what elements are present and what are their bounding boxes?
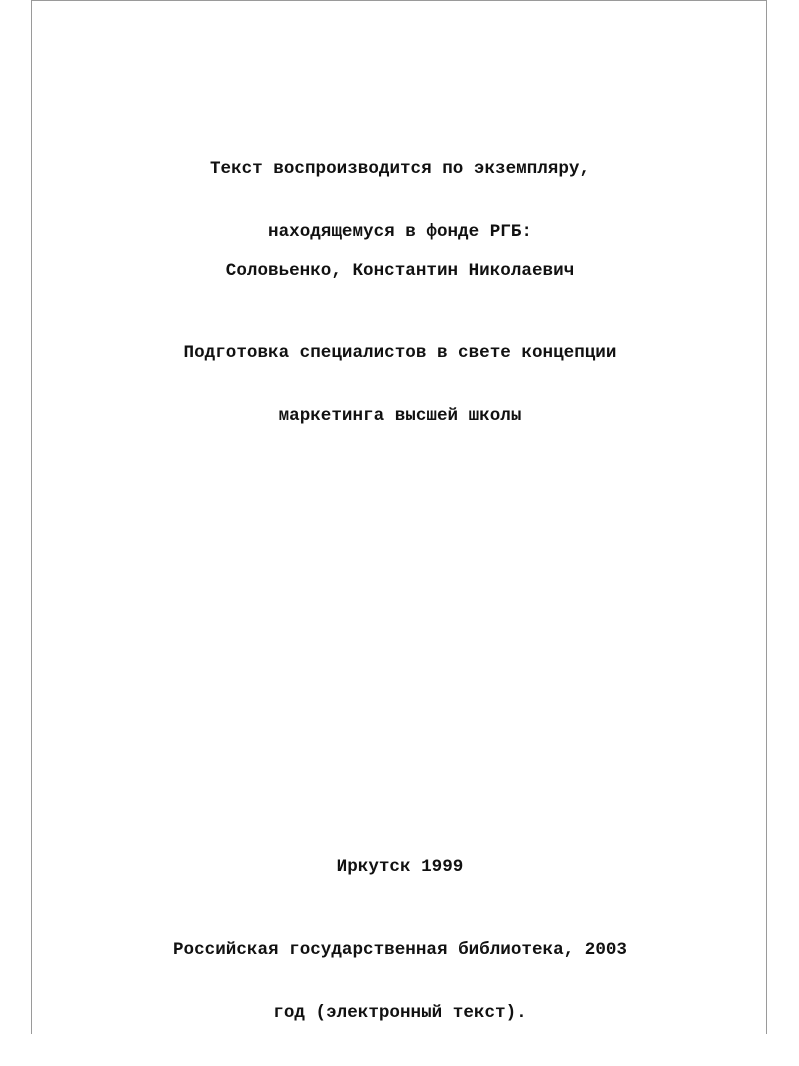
document-title [32, 301, 768, 469]
title-line-1: Подготовка специалистов в свете концепции [183, 343, 617, 363]
footer-line-1: Российская государственная библиотека, 2003 [173, 940, 627, 960]
place-year-line: Иркутск 1999 [336, 857, 464, 877]
footer-line-2: год (электронный текст). [273, 1003, 527, 1023]
author-line: Соловьенко, Константин Николаевич [225, 261, 575, 281]
library-footer [32, 898, 768, 1066]
document-page [31, 0, 767, 1034]
notice-line-1: Текст воспроизводится по экземпляру, [209, 159, 591, 179]
title-line-2: маркетинга высшей школы [278, 406, 522, 426]
notice-line-2: находящемуся в фонде РГБ: [268, 222, 532, 242]
